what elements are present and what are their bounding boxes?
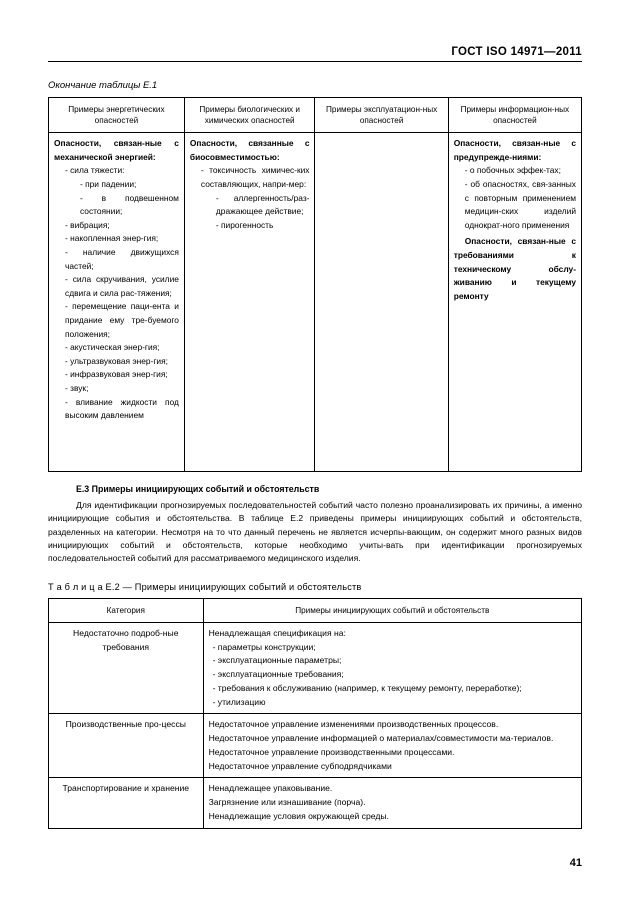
example-line: - параметры конструкции; — [212, 641, 316, 652]
cell-category: Транспортирование и хранение — [49, 778, 204, 828]
energy-hazard-title: Опасности, связан-ные с механической энергией: — [54, 138, 179, 162]
energy-item: - сила тяжести: — [65, 165, 125, 176]
bio-item: - аллергенность/раз-дражающее действие; — [215, 192, 310, 217]
table-e1-header-row — [49, 98, 582, 133]
table-e2-header-row — [49, 598, 582, 622]
example-line: Загрязнение или изнашивание (порча). — [208, 797, 366, 807]
table-e1-col-energy: Примеры энергетических опасностей — [49, 98, 185, 133]
section-e3-paragraph: Для идентификации прогнозируемых последовательностей событий часто полезно проанализировать их причины, а именно инициирующие события и обстоятельства. В таблице Е.2 приведены примеры инициирующих событий и обстоятельств, разделенных на категории. Несмотря на то что данный перечень не является исчерпы-вающим, он содержит много разных видов инициирующих событий и обстоятельств, которые необходимо учиты-вать при идентификации прогнозируемых последовательностей событий для рассматриваемого медицинского изделия. — [48, 500, 582, 564]
table-e2-col-category: Категория — [49, 598, 204, 622]
energy-item: - при падении; — [80, 178, 137, 189]
table-e1 — [48, 97, 582, 472]
information-hazard-title: Опасности, связан-ные с предупрежде-ниями: — [453, 138, 576, 162]
energy-item: - сила скручивания, усилие сдвига и сила рас-тяжения; — [65, 274, 179, 298]
energy-item: - инфразвуковая энер-гия; — [65, 369, 168, 380]
document-header — [48, 0, 582, 62]
table-e1-col-information: Примеры информацион-ных опасностей — [448, 98, 581, 133]
standard-id: ГОСТ ISO 14971—2011 — [451, 46, 582, 58]
energy-item: - ультразвуковая энер-гия; — [65, 355, 168, 366]
cell-bio-hazards — [184, 133, 315, 472]
example-line: Ненадлежащая спецификация на: — [208, 627, 346, 638]
cell-energy-hazards — [49, 133, 185, 472]
example-line: Ненадлежащие условия окружающей среды. — [208, 810, 389, 821]
table-e1-caption: Окончание таблицы Е.1 — [48, 80, 158, 91]
cell-information-hazards — [448, 133, 581, 472]
table-row — [49, 778, 582, 828]
bio-item: - пирогенность — [215, 219, 274, 230]
section-e3-title: Е.3 Примеры инициирующих событий и обстоятельств — [76, 484, 320, 495]
cell-category: Недостаточно подроб-ные требования — [49, 622, 204, 714]
example-line: - утилизацию — [212, 696, 266, 707]
page-number: 41 — [569, 857, 582, 869]
energy-item: - звук; — [65, 383, 89, 394]
energy-item: - перемещение паци-ента и придание ему тре-буемого положения; — [65, 301, 179, 339]
table-e1-col-bio: Примеры биологических и химических опасностей — [184, 98, 315, 133]
example-line: - эксплуатационные параметры; — [212, 655, 342, 666]
table-row — [49, 714, 582, 778]
example-line: - требования к обслуживанию (например, к текущему ремонту, переработке); — [212, 682, 522, 693]
example-line: Недостаточное управление субподрядчиками — [208, 760, 392, 771]
table-e2-caption: Т а б л и ц а Е.2 — Примеры инициирующих событий и обстоятельств — [48, 581, 362, 592]
table-row — [49, 133, 582, 472]
cell-category: Производственные про-цессы — [49, 714, 204, 778]
energy-item: - акустическая энер-гия; — [65, 342, 160, 353]
table-e2-col-examples: Примеры инициирующих событий и обстоятельств — [203, 598, 581, 622]
table-e1-col-operational: Примеры эксплуатацион-ных опасностей — [315, 98, 448, 133]
energy-item: - наличие движущихся частей; — [65, 247, 179, 271]
information-item: - об опасностях, свя-занных с повторным применением медицин-ских изделий однократ-ного применения — [464, 178, 576, 230]
energy-item: - вливание жидкости под высоким давлением — [65, 396, 179, 421]
header-rule — [48, 61, 582, 62]
cell-examples — [203, 778, 581, 828]
bio-item: - токсичность химичес-ких составляющих, напри-мер: — [200, 165, 310, 189]
energy-item: - накопленная энер-гия; — [65, 233, 159, 244]
example-line: Ненадлежащее упаковывание. — [208, 783, 333, 794]
energy-item: - вибрация; — [65, 219, 110, 230]
cell-examples — [203, 714, 581, 778]
cell-examples — [203, 622, 581, 714]
cell-operational-hazards — [315, 133, 448, 472]
bio-hazard-title: Опасности, связанные с биосовместимостью: — [189, 138, 310, 162]
information-item: - о побочных эффек-тах; — [464, 165, 561, 176]
example-line: Недостаточное управление изменениями производственных процессов. — [208, 719, 499, 730]
example-line: Недостаточное управление производственными процессами. — [208, 746, 455, 757]
energy-item: - в подвешенном состоянии; — [80, 192, 179, 217]
table-row — [49, 622, 582, 714]
table-e2 — [48, 598, 582, 829]
example-line: - эксплуатационные требования; — [212, 669, 344, 679]
information-hazard-title-2: Опасности, связан-ные с требованиями к техническому обслу-живанию и текущему ремонту — [453, 236, 576, 301]
example-line: Недостаточное управление информацией о материалах/совместимости ма-териалов. — [208, 733, 554, 743]
